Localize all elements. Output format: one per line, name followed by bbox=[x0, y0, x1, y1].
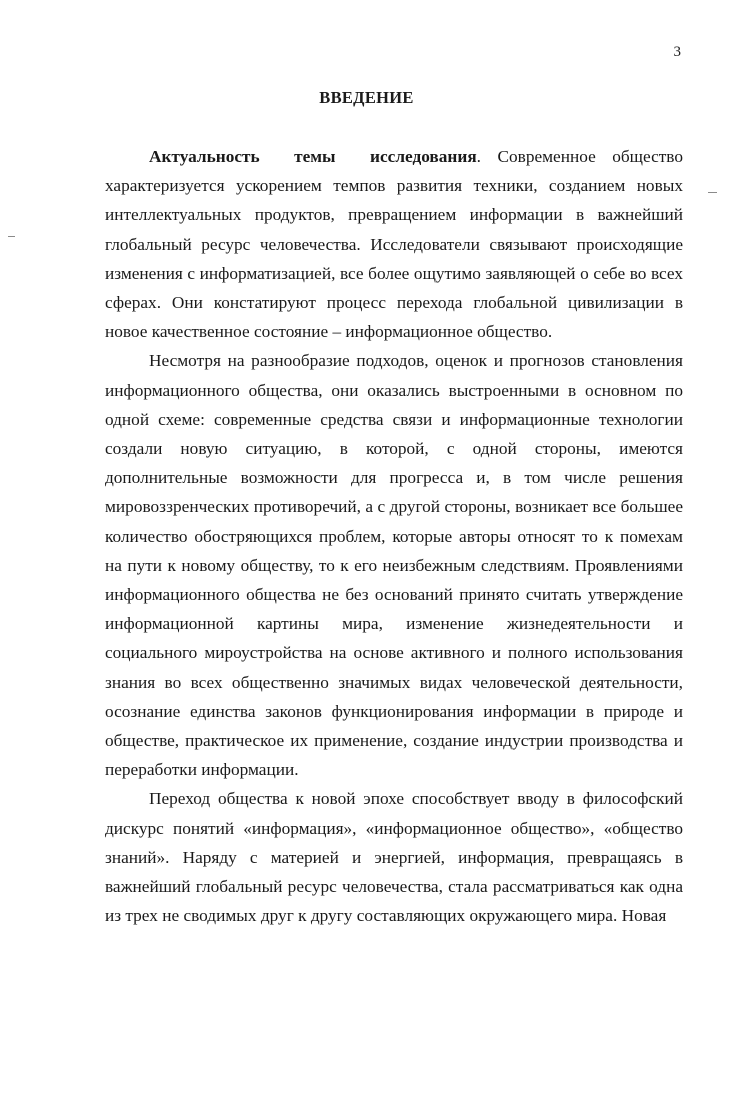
page-number: 3 bbox=[673, 44, 681, 60]
scan-mark-left bbox=[8, 236, 15, 237]
paragraph-text: . Современное общество характеризуется ускорением темпов развития техники, созданием новых интеллектуальных продуктов, превращением информации в важнейший глобальный ресурс человечества. Исследователи связывают происходящие изменения с информатизацией, все более ощутимо заявляющей о себе во всех сферах. Они констатируют процесс перехода глобальной цивилизации в новое качественное состояние – информационное общество. bbox=[105, 147, 683, 342]
body-text bbox=[105, 142, 683, 930]
paragraph-approaches: Несмотря на разнообразие подходов, оценок и прогнозов становления информационного общества, они оказались выстроенными в основном по одной схеме: современные средства связи и информационные технологии создали новую ситуацию, в которой, с одной стороны, имеются дополнительные возможности для прогресса и, в том числе решения мировоззренческих противоречий, а с другой стороны, возникает все большее количество обостряющихся проблем, которые авторы относят то к помехам на пути к новому обществу, то к его неизбежным следствиям. Проявлениями информационного общества не без оснований принято считать утверждение информационной картины мира, изменение жизнедеятельности и социального мироустройства на основе активного и полного использования знания во всех общественно значимых видах человеческой деятельности, осознание единства законов функционирования информации в природе и обществе, практическое их применение, создание индустрии производства и переработки информации. bbox=[105, 351, 683, 780]
section-heading: ВВЕДЕНИЕ bbox=[319, 88, 414, 107]
scan-mark-right bbox=[708, 192, 717, 193]
paragraph-transition: Переход общества к новой эпохе способствует вводу в философский дискурс понятий «информация», «информационное общество», «общество знаний». Наряду с материей и энергией, информация, превращаясь в важнейший глобальный ресурс человечества, стала рассматриваться как одна из трех не сводимых друг к другу составляющих окружающего мира. Новая bbox=[105, 789, 683, 926]
paragraph-lead: Актуальность темы исследования bbox=[149, 147, 477, 166]
paragraph-relevance bbox=[105, 142, 683, 346]
